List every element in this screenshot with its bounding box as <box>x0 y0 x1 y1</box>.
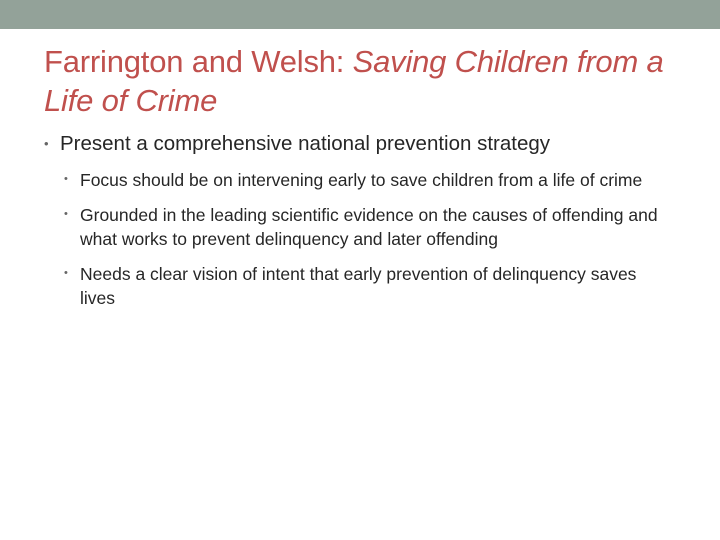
sub-bullet-container <box>44 168 684 310</box>
bullet-icon: • <box>64 267 68 279</box>
slide-title <box>44 42 684 120</box>
title-plain: Farrington and Welsh: <box>44 44 353 79</box>
sub-bullet-item <box>64 168 670 192</box>
bullet-text: Present a comprehensive national prevention strategy <box>60 132 551 155</box>
sub-bullet-text: Needs a clear vision of intent that early prevention of delinquency saves lives <box>80 264 637 308</box>
sub-bullet-item <box>64 262 670 310</box>
top-accent-band <box>0 0 720 29</box>
title-italic: Saving Children from a Life of Crime <box>44 44 664 118</box>
sub-bullet-item <box>64 203 670 251</box>
bullet-icon: • <box>64 173 68 185</box>
bullet-icon: • <box>64 208 68 220</box>
sub-bullet-text: Grounded in the leading scientific evidence on the causes of offending and what works to prevent delinquency and later offending <box>80 205 658 249</box>
bullet-icon: • <box>44 136 49 151</box>
sub-bullet-list <box>44 168 684 310</box>
bullet-list <box>44 130 684 321</box>
bullet-item <box>44 130 684 158</box>
sub-bullet-text: Focus should be on intervening early to save children from a life of crime <box>80 170 643 190</box>
